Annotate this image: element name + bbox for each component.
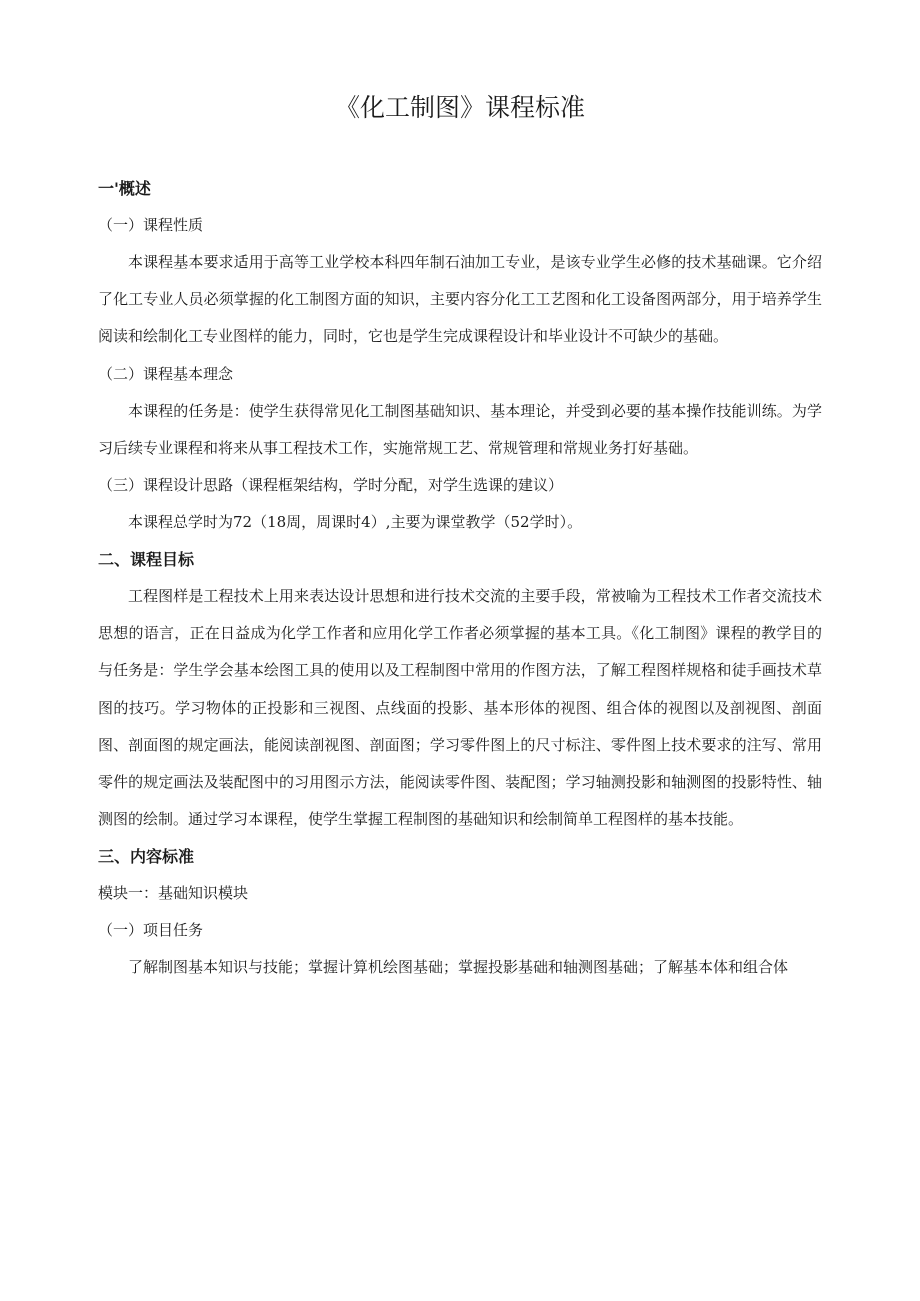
section-objectives-heading: 二、课程目标	[98, 550, 195, 570]
subsection-course-nature-heading: （一）课程性质	[98, 216, 204, 234]
module-one-heading: 模块一：基础知识模块	[98, 884, 249, 903]
project-tasks-paragraph: 了解制图基本知识与技能；掌握计算机绘图基础；掌握投影基础和轴测图基础；了解基本体和组合体	[128, 958, 789, 977]
document-title: 《化工制图》课程标准	[334, 93, 585, 122]
course-nature-paragraph: 本课程基本要求适用于高等工业学校本科四年制石油加工专业，是该专业学生必修的技术基础课。它介绍了化工专业人员必须掌握的化工制图方面的知识，主要内容分化工工艺图和化工设备图两部分，用于培养学生阅读和绘制化工专业图样的能力，同时，它也是学生完成课程设计和毕业设计不可缺少的基础。	[98, 253, 822, 346]
subsection-course-design-heading: （三）课程设计思路（课程框架结构，学时分配，对学生选课的建议）	[98, 476, 564, 495]
subsection-project-tasks-heading: （一）项目任务	[98, 921, 204, 940]
section-overview-heading: 一'概述	[98, 179, 151, 198]
document-body	[98, 170, 822, 987]
section-content-standards-heading: 三、内容标准	[98, 847, 195, 867]
course-design-paragraph: 本课程总学时为72（18周，周课时4）,主要为课堂教学（52学时）。	[128, 513, 583, 532]
subsection-course-philosophy-heading: （二）课程基本理念	[98, 364, 234, 383]
objectives-paragraph: 工程图样是工程技术上用来表达设计思想和进行技术交流的主要手段，常被喻为工程技术工作者交流技术思想的语言，正在日益成为化学工作者和应用化学工作者必须掌握的基本工具。《化工制图》课程的教学目的与任务是：学生学会基本绘图工具的使用以及工程制图中常用的作图方法，了解工程图样规格和徒手画技术草图的技巧。学习物体的正投影和三视图、点线面的投影、基本形体的视图、组合体的视图以及剖视图、剖面图、剖面图的规定画法，能阅读剖视图、剖面图；学习零件图上的尺寸标注、零件图上技术要求的注写、常用零件的规定画法及装配图中的习用图示方法，能阅读零件图、装配图；学习轴测投影和轴测图的投影特性、轴测图的绘制。通过学习本课程，使学生掌握工程制图的基础知识和绘制简单工程图样的基本技能。	[98, 587, 822, 829]
course-philosophy-paragraph: 本课程的任务是：使学生获得常见化工制图基础知识、基本理论，并受到必要的基本操作技能训练。为学习后续专业课程和将来从事工程技术工作，实施常规工艺、常规管理和常规业务打好基础。	[98, 401, 822, 457]
